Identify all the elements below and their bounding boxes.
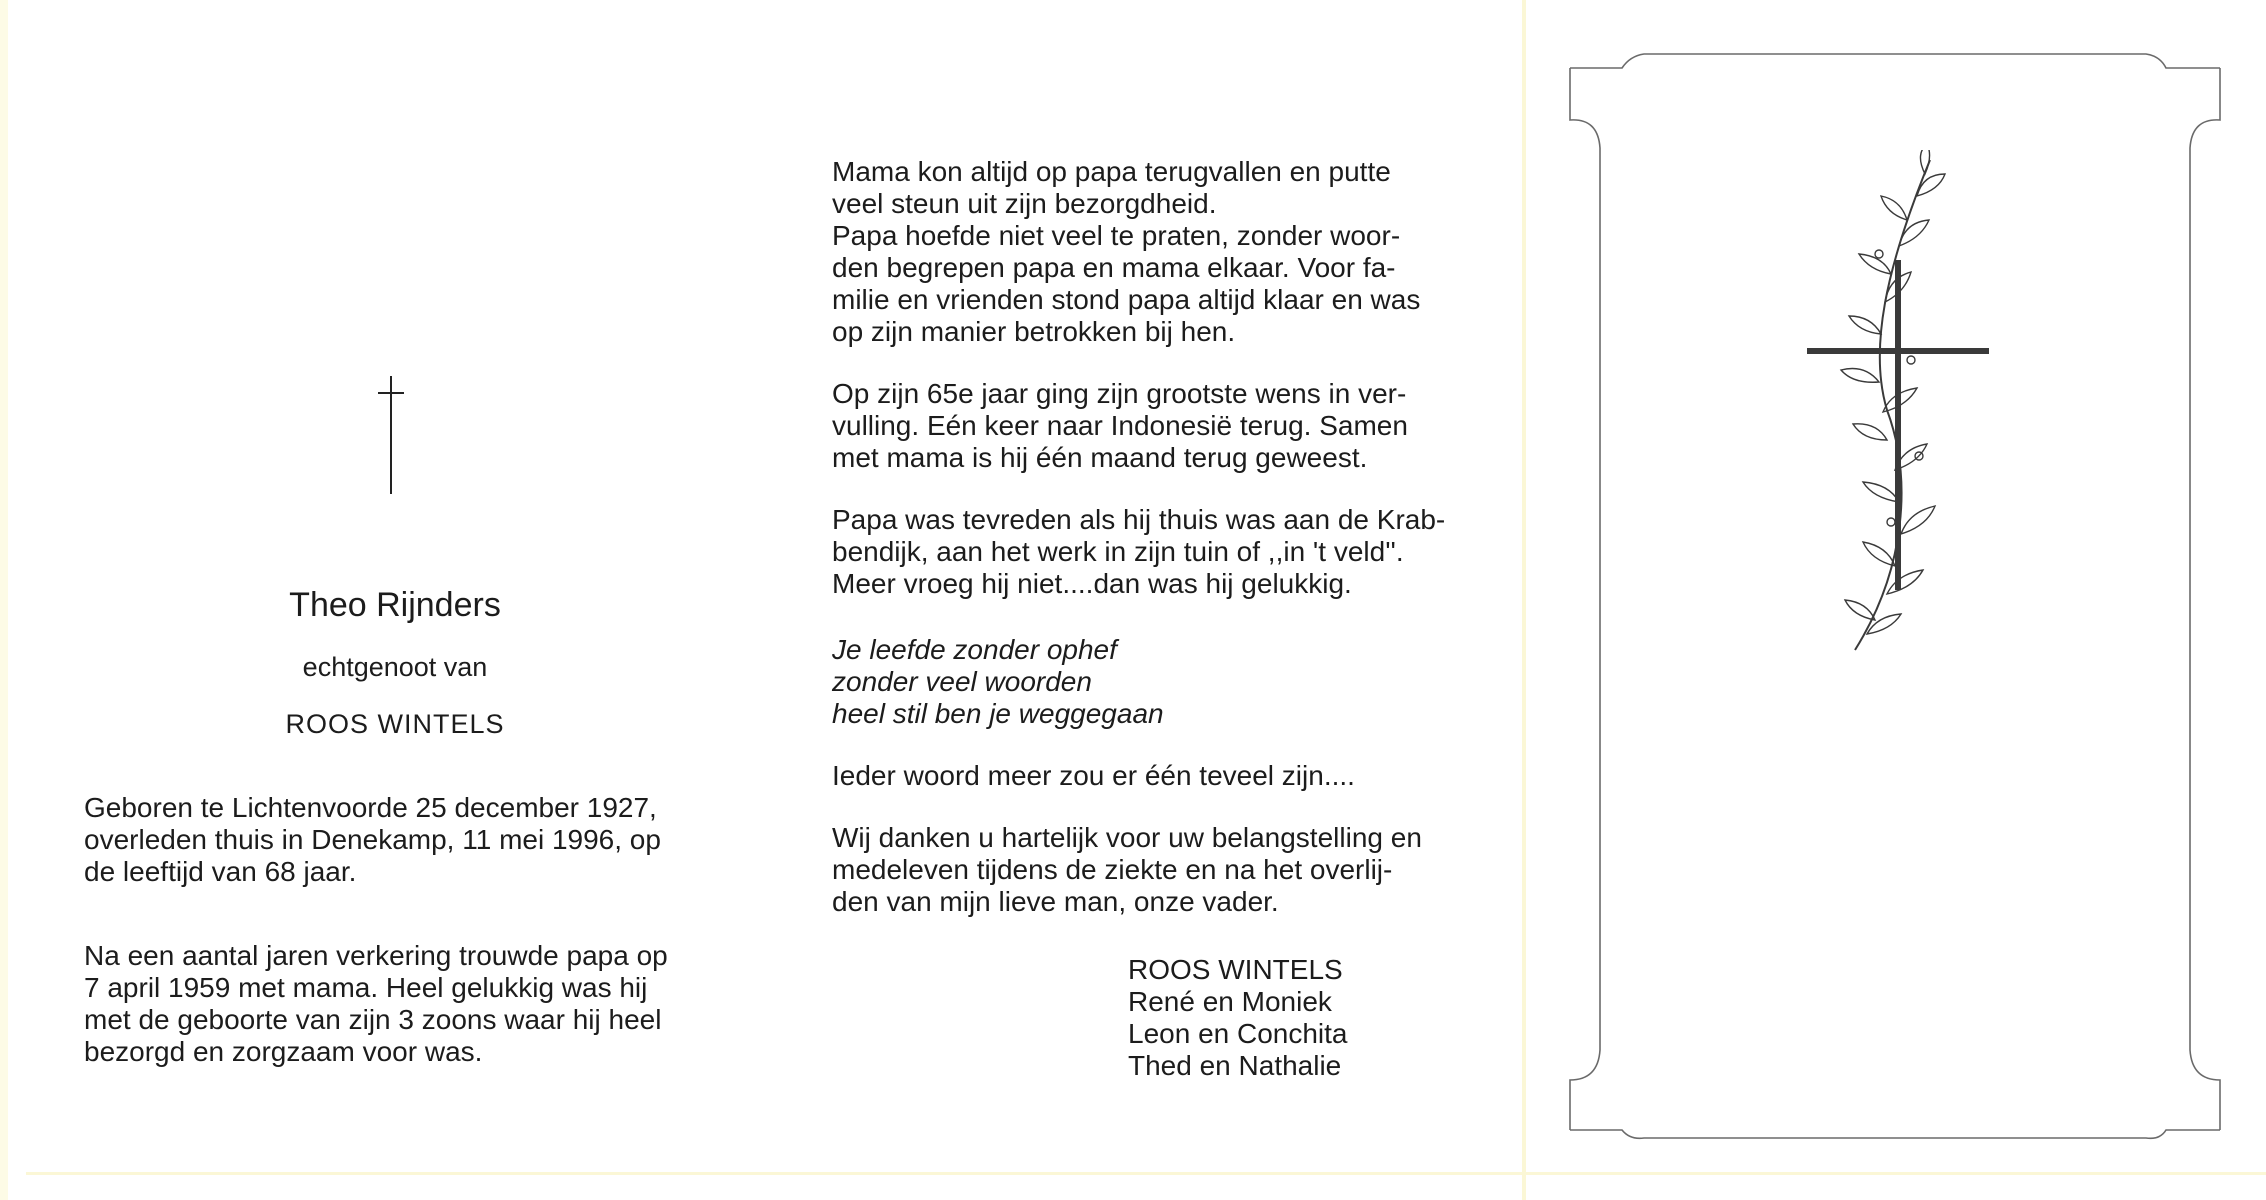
indonesia-paragraph bbox=[832, 378, 1462, 474]
poem-line: heel stil ben je weggegaan bbox=[832, 698, 1164, 729]
garden-paragraph bbox=[832, 504, 1462, 600]
text-line: Geboren te Lichtenvoorde 25 december 1927, bbox=[84, 792, 657, 823]
cross-with-olive-branch-icon bbox=[1795, 150, 2015, 670]
text-line: den begrepen papa en mama elkaar. Voor fa- bbox=[832, 252, 1396, 283]
text-line: den van mijn lieve man, onze vader. bbox=[832, 886, 1279, 917]
text-line: Op zijn 65e jaar ging zijn grootste wens in ver- bbox=[832, 378, 1407, 409]
poem-line: Je leefde zonder ophef bbox=[832, 634, 1117, 665]
text-line: bezorgd en zorgzaam voor was. bbox=[84, 1036, 483, 1067]
text-line: veel steun uit zijn bezorgdheid. bbox=[832, 188, 1217, 219]
text-line: medeleven tijdens de ziekte en na het overlij- bbox=[832, 854, 1393, 885]
text-line: de leeftijd van 68 jaar. bbox=[84, 856, 357, 887]
text-line: bendijk, aan het werk in zijn tuin of ,,in 't veld''. bbox=[832, 536, 1404, 567]
text-line: op zijn manier betrokken bij hen. bbox=[832, 316, 1236, 347]
text-line: milie en vrienden stond papa altijd klaar en was bbox=[832, 284, 1421, 315]
text-line: Papa hoefde niet veel te praten, zonder woor- bbox=[832, 220, 1401, 251]
text-line: Wij danken u hartelijk voor uw belangstelling en bbox=[832, 822, 1422, 853]
thanks-paragraph bbox=[832, 822, 1462, 918]
fold-line bbox=[1522, 0, 1526, 1200]
deceased-block bbox=[60, 585, 730, 740]
marriage-paragraph bbox=[84, 940, 724, 1068]
text-line: overleden thuis in Denekamp, 11 mei 1996, op bbox=[84, 824, 661, 855]
text-line: Meer vroeg hij niet....dan was hij gelukkig. bbox=[832, 568, 1352, 599]
text-line: Mama kon altijd op papa terugvallen en putte bbox=[832, 156, 1391, 187]
text-line: vulling. Eén keer naar Indonesië terug. Samen bbox=[832, 410, 1408, 441]
support-paragraph bbox=[832, 156, 1462, 348]
relation-text: echtgenoot van bbox=[302, 651, 488, 682]
text-line: Papa was tevreden als hij thuis was aan de Krab- bbox=[832, 504, 1446, 535]
poem-line: zonder veel woorden bbox=[832, 666, 1092, 697]
cross-icon bbox=[376, 376, 406, 496]
paper-edge bbox=[0, 0, 8, 1200]
signature-name: ROOS WINTELS bbox=[1128, 954, 1343, 985]
deceased-name: Theo Rijnders bbox=[289, 586, 501, 624]
birth-paragraph bbox=[84, 792, 724, 888]
text-line: Na een aantal jaren verkering trouwde papa op bbox=[84, 940, 668, 971]
spouse-name: ROOS WINTELS bbox=[285, 708, 505, 739]
signatures bbox=[1128, 954, 1468, 1082]
signature-name: Thed en Nathalie bbox=[1128, 1050, 1342, 1081]
signature-name: Leon en Conchita bbox=[1128, 1018, 1348, 1049]
text-line: met mama is hij één maand terug geweest. bbox=[832, 442, 1368, 473]
signature-name: René en Moniek bbox=[1128, 986, 1332, 1017]
text-line: 7 april 1959 met mama. Heel gelukkig was hij bbox=[84, 972, 648, 1003]
closing-line: Ieder woord meer zou er één teveel zijn.... bbox=[832, 760, 1355, 791]
bottom-edge bbox=[26, 1172, 2266, 1175]
text-line: met de geboorte van zijn 3 zoons waar hij heel bbox=[84, 1004, 662, 1035]
poem bbox=[832, 634, 1462, 730]
